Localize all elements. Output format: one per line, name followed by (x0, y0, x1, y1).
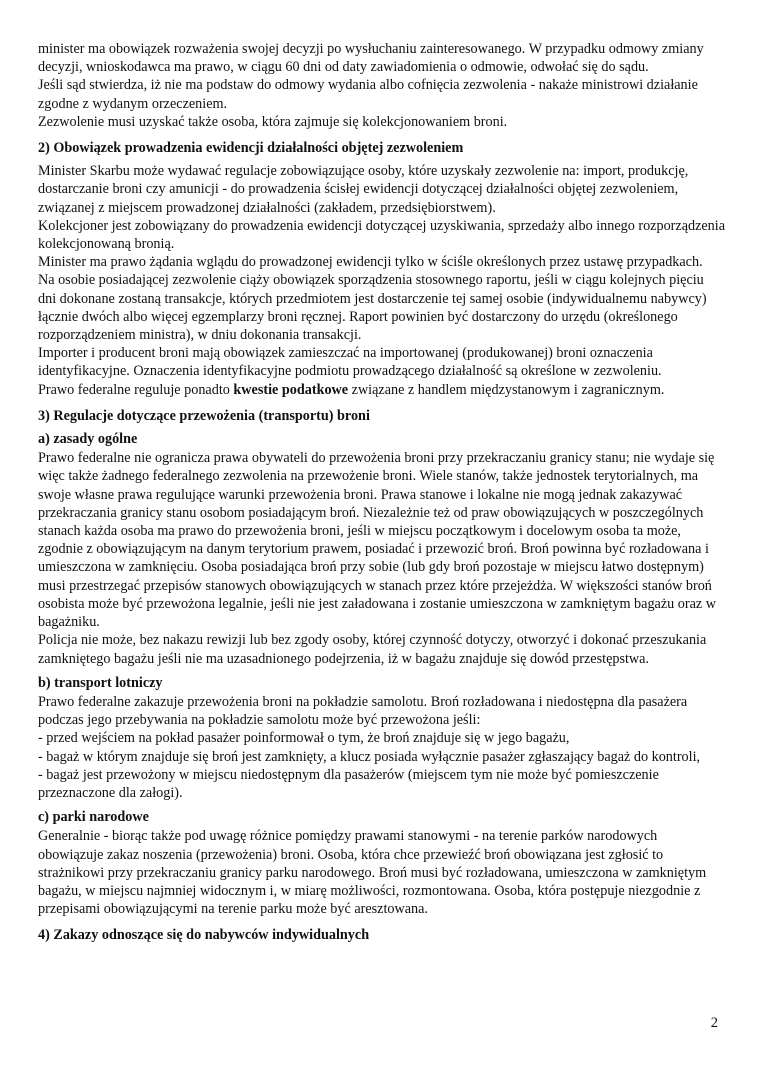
paragraph: Jeśli sąd stwierdza, iż nie ma podstaw do odmowy wydania albo cofnięcia zezwolenia - nakaże ministrowi działanie zgodne z wydanym orzeczeniem. (38, 77, 698, 112)
list-item: - bagaż w którym znajduje się broń jest zamknięty, a klucz posiada wyłącznie pasażer zgłaszający bagaż do kontroli, (38, 748, 701, 765)
paragraph: minister ma obowiązek rozważenia swojej decyzji po wysłuchaniu zainteresowanego. W przypadku odmowy zmiany decyzji, wnioskodawca ma prawo, w ciągu 60 dni od daty zawiadomienia o odmowie, odwołać się do sądu. (38, 41, 704, 76)
paragraph: Policja nie może, bez nakazu rewizji lub bez zgody osoby, której czynność dotyczy, otworzyć i dokonać przeszukania zamkniętego bagażu jeśli nie ma uzasadnionego podejrzenia, iż w bagażu znajduje się dowód przestępstwa. (38, 632, 707, 667)
paragraph: Kolekcjoner jest zobowiązany do prowadzenia ewidencji dotyczącej uzyskiwania, sprzedaży albo innego rozporządzenia kolekcjonowaną bronią. (38, 217, 726, 253)
subsection-heading: b) transport lotniczy (38, 674, 163, 691)
page-number: 2 (710, 1015, 718, 1031)
paragraph: Minister ma prawo żądania wglądu do prowadzonej ewidencji tylko w ściśle określonych przez ustawę przypadkach. (38, 254, 703, 271)
section-heading: 4) Zakazy odnoszące się do nabywców indywidualnych (38, 927, 370, 944)
paragraph (38, 381, 725, 399)
list-item: - bagaż jest przewożony w miejscu niedostępnym dla pasażerów (miejscem tym nie może być pomieszczenie przeznaczone dla załogi). (38, 766, 659, 801)
paragraph: Prawo federalne zakazuje przewożenia broni na pokładzie samolotu. Broń rozładowana i niedostępna dla pasażera podczas jego przebywania na pokładzie samolotu może być przewożona jeśli: (38, 693, 688, 729)
bold-text: kwestie podatkowe (233, 381, 349, 398)
paragraph: Zezwolenie musi uzyskać także osoba, która zajmuje się kolekcjonowaniem broni. (38, 113, 508, 130)
list-item: - przed wejściem na pokład pasażer poinformował o tym, że broń znajduje się w jego bagażu, (38, 730, 570, 747)
subsection-heading: a) zasady ogólne (38, 431, 138, 448)
section-heading: 3) Regulacje dotyczące przewożenia (transportu) broni (38, 407, 370, 424)
paragraph: Na osobie posiadającej zezwolenie ciąży obowiązek sporządzenia stosownego raportu, jeśli w ciągu kolejnych pięciu dni dokonane zostaną transakcje, których przedmiotem jest dostarczenie tej samej osobie (indywidualnemu nabywcy) łącznie dwóch albo więcej egzemplarzy broni ręcznej. Raport powinien być dostarczony do urzędu (określonego rozporządzeniem ministra), w dniu dokonania transakcji. (38, 272, 707, 344)
text-run: Prawo federalne reguluje ponadto (38, 381, 234, 398)
paragraph: Prawo federalne nie ogranicza prawa obywateli do przewożenia broni przy przekraczaniu granicy stanu; nie wydaje się więc także żadnego federalnego zezwolenia na przewożenie broni. Wiele stanów, także jednostek terytorialnych, ma swoje własne prawa regulujące warunki przewożenia broni. Prawa stanowe i lokalne nie mogą jednak zakazywać przekraczania granicy stanu osobom posiadającym broń. Niezależnie też od praw obowiązujących w poszczególnych stanach każda osoba ma prawo do przewożenia broni, jeśli w miejscu początkowym i docelowym osoba ta może, zgodnie z obowiązującym na danym terytorium prawem, posiadać i przewozić broń. Broń powinna być rozładowana i umieszczona w zamknięciu. Osoba posiadająca broń przy sobie (lub gdy broń pozostaje w miejscu łatwo dostępnym) musi przestrzegać przepisów stanowych obowiązujących w stanach przez które przejeżdża. W większości stanów broń osobista może być przewożona legalnie, jeśli nie jest załadowana i zostanie umieszczona w zamkniętym bagażu oraz w bagażniku. (38, 450, 716, 631)
paragraph: Generalnie - biorąc także pod uwagę różnice pomiędzy prawami stanowymi - na terenie parków narodowych obowiązuje zakaz noszenia (przewożenia) broni. Osoba, która chce przewieźć broń obowiązana jest zgłosić to strażnikowi przy przekraczaniu granicy parku narodowego. Broń musi być rozładowana, umieszczona w zamkniętym bagażu, w miejscu najmniej widocznym i, w miarę możliwości, rozmontowana. Osoba, która postępuje niezgodnie z przepisami obowiązującymi na terenie parku może być aresztowana. (38, 828, 707, 918)
paragraph: Minister Skarbu może wydawać regulacje zobowiązujące osoby, które uzyskały zezwolenie na: import, produkcję, dostarczanie broni czy amunicji - do prowadzenia ścisłej ewidencji dotyczącej działalności objętej zezwoleniem, związanej z miejscem prowadzonej działalności (zakładem, przedsiębiorstwem). (38, 163, 689, 216)
text-run: związane z handlem międzystanowym i zagranicznym. (348, 381, 665, 398)
paragraph: Importer i producent broni mają obowiązek zamieszczać na importowanej (produkowanej) broni oznaczenia identyfikacyjne. Oznaczenia identyfikacyjne podmiotu prowadzącego działalność są określone w zezwoleniu. (38, 345, 662, 380)
section-heading: 2) Obowiązek prowadzenia ewidencji działalności objętej zezwoleniem (38, 140, 464, 157)
subsection-heading: c) parki narodowe (38, 809, 149, 826)
